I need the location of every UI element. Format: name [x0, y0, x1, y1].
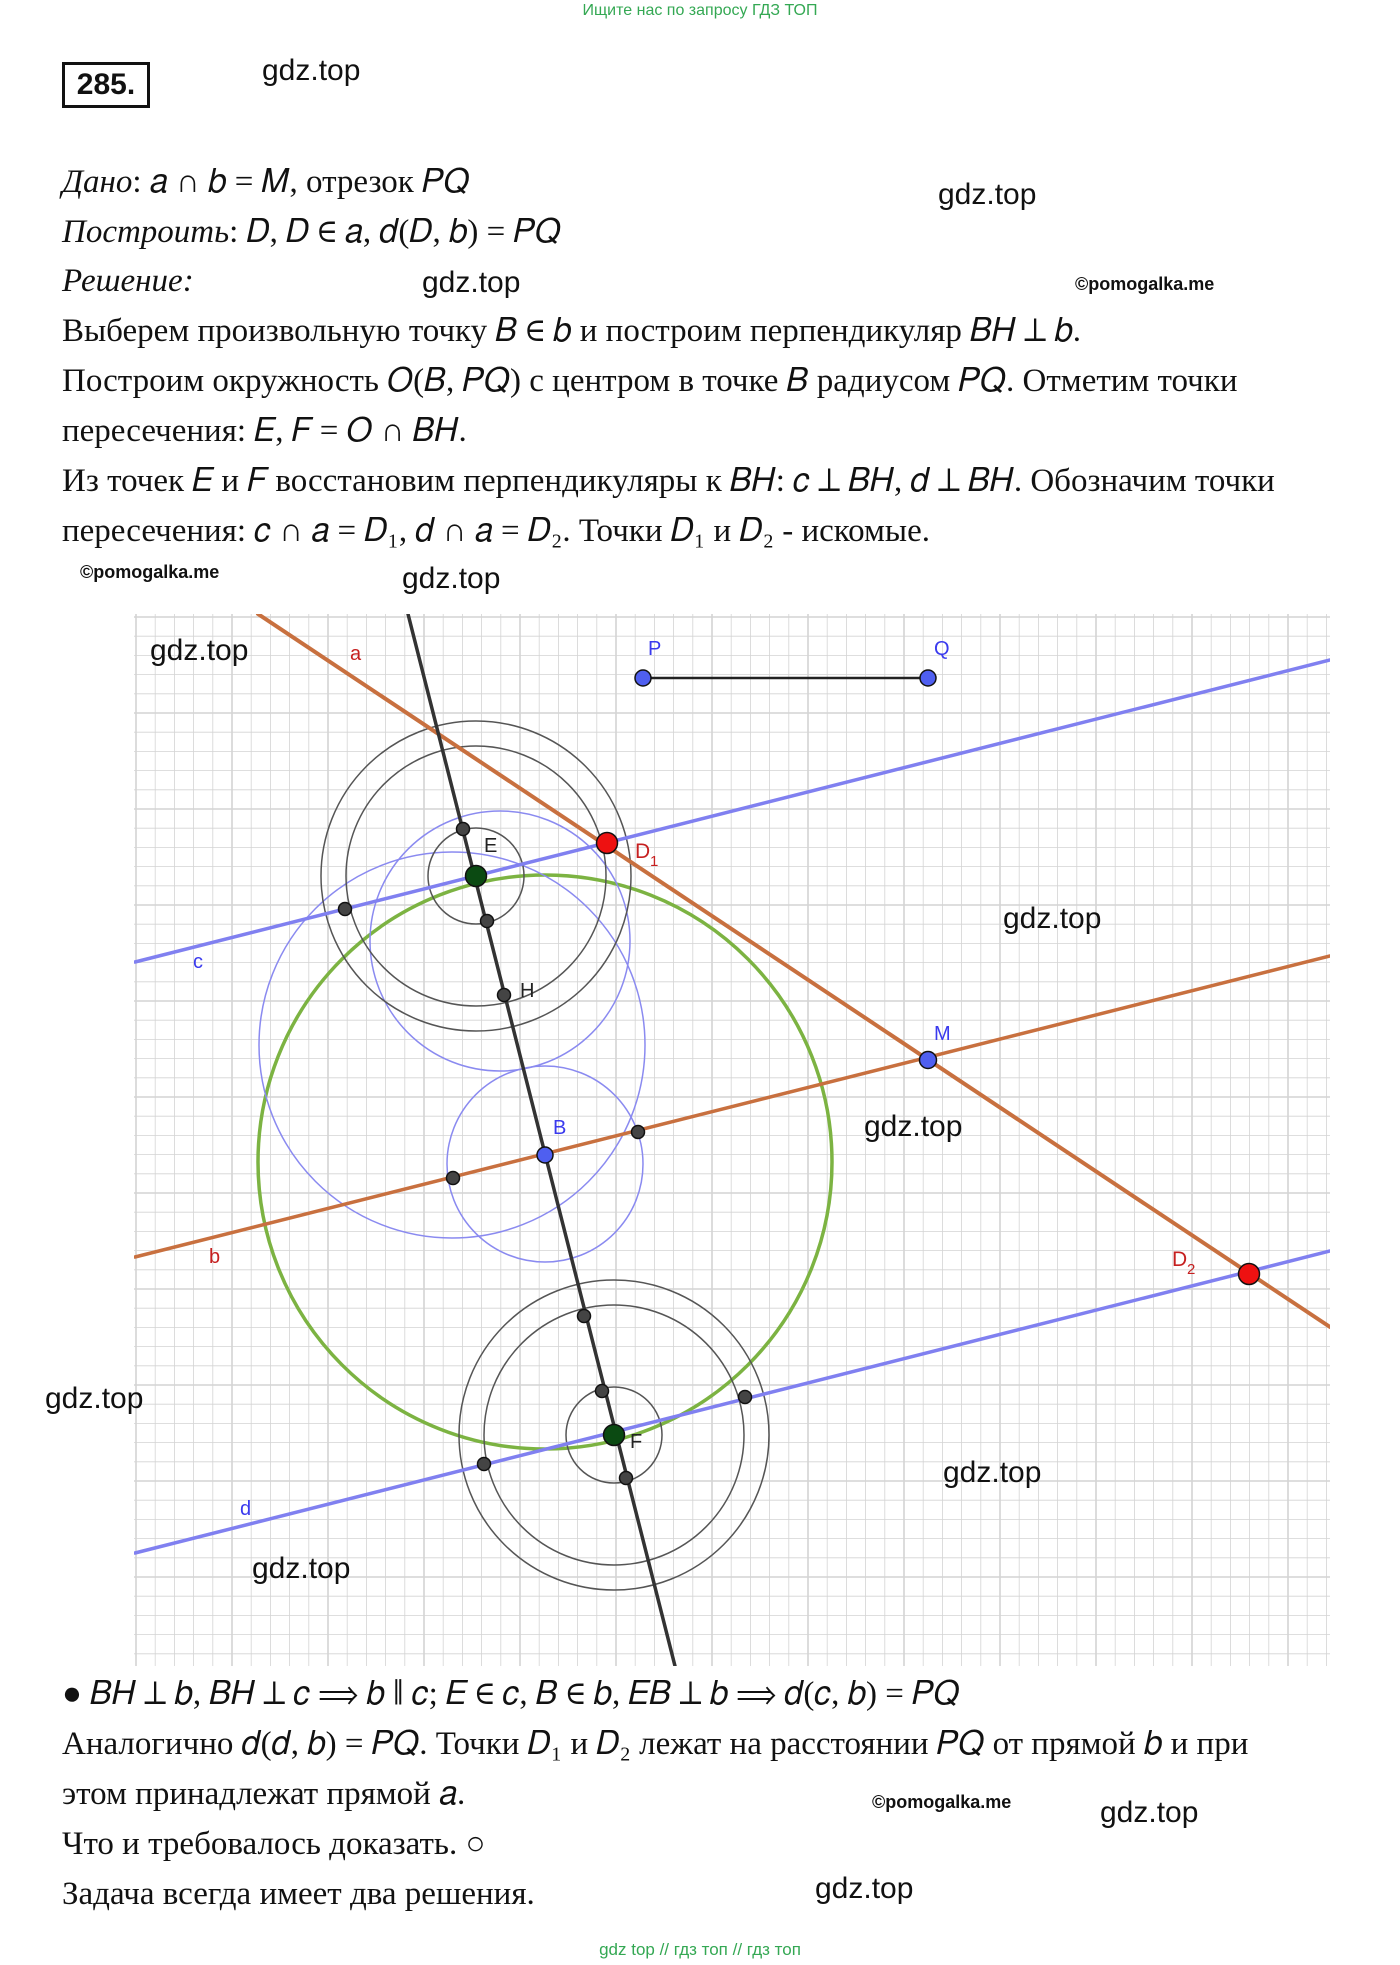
label-c: c	[193, 951, 203, 973]
point-P	[635, 670, 651, 686]
construct-text: : 𝐷, 𝐷 ∈ 𝑎, 𝑑(𝐷, 𝑏) = 𝑃𝑄	[229, 214, 562, 250]
watermark: gdz.top	[1003, 902, 1102, 935]
proof-line: Аналогично 𝑑(𝑑, 𝑏) = 𝑃𝑄. Точки 𝐷₁ и 𝐷₂ лежат на расстоянии 𝑃𝑄 от прямой 𝑏 и при	[62, 1726, 1249, 1762]
point-D1	[597, 833, 618, 854]
point-Q	[920, 670, 936, 686]
given-text: : 𝑎 ∩ 𝑏 = 𝑀, отрезок 𝑃𝑄	[132, 164, 470, 200]
intersection-point	[620, 1472, 633, 1485]
line-d	[135, 1251, 1330, 1553]
line-c	[135, 660, 1330, 962]
label-H: H	[520, 980, 535, 1002]
task-number: 285.	[62, 62, 150, 108]
point-B	[537, 1147, 553, 1163]
given-label: Дано	[62, 164, 133, 200]
watermark: gdz.top	[938, 178, 1037, 211]
intersection-point	[447, 1172, 460, 1185]
label-Q: Q	[934, 638, 950, 660]
solution-line: Из точек 𝐸 и 𝐹 восстановим перпендикуляры к 𝐵𝐻: 𝑐 ⊥ 𝐵𝐻, 𝑑 ⊥ 𝐵𝐻. Обозначим точки	[62, 463, 1275, 499]
solution-line: пересечения: 𝑐 ∩ 𝑎 = 𝐷₁, 𝑑 ∩ 𝑎 = 𝐷₂. Точки 𝐷₁ и 𝐷₂ - искомые.	[62, 513, 930, 549]
blue-circle	[447, 1066, 643, 1262]
intersection-point	[478, 1458, 491, 1471]
intersection-point	[339, 903, 352, 916]
intersection-point	[457, 823, 470, 836]
watermark-pomogalka: ©pomogalka.me	[80, 562, 220, 582]
label-M: M	[934, 1023, 951, 1045]
watermark: gdz.top	[943, 1456, 1042, 1489]
watermark: gdz.top	[45, 1382, 144, 1415]
intersection-point	[481, 915, 494, 928]
proof-line: Что и требовалось доказать. ○	[62, 1826, 486, 1862]
watermark: gdz.top	[150, 634, 249, 667]
bottom-links[interactable]: gdz top // гдз топ // гдз топ	[599, 1940, 801, 1959]
label-P: P	[648, 638, 662, 660]
watermark-pomogalka: ©pomogalka.me	[1075, 274, 1215, 294]
watermark: gdz.top	[815, 1872, 914, 1905]
label-d: d	[240, 1498, 252, 1520]
watermark: gdz.top	[262, 54, 361, 87]
blue-circle	[370, 811, 630, 1071]
point-M	[920, 1052, 937, 1069]
label-E: E	[484, 835, 498, 857]
point-F	[604, 1425, 625, 1446]
label-F: F	[630, 1431, 643, 1453]
top-banner[interactable]: Ищите нас по запросу ГДЗ ТОП	[582, 2, 818, 19]
label-D2-sub: 2	[1187, 1261, 1196, 1278]
point-E	[466, 866, 487, 887]
label-B: B	[553, 1117, 567, 1139]
label-b: b	[209, 1246, 221, 1268]
solution-label: Решение:	[62, 263, 194, 299]
intersection-point	[578, 1310, 591, 1323]
solution-line: Построим окружность 𝑂(𝐵, 𝑃𝑄) с центром в точке 𝐵 радиусом 𝑃𝑄. Отметим точки	[62, 363, 1238, 399]
proof-line: ● 𝐵𝐻 ⊥ 𝑏, 𝐵𝐻 ⊥ 𝑐 ⟹ 𝑏 ∥ 𝑐; 𝐸 ∈ 𝑐, 𝐵 ∈ 𝑏, 𝐸𝐵 ⊥ 𝑏 ⟹ 𝑑(𝑐, 𝑏) = 𝑃𝑄	[62, 1676, 960, 1712]
watermark-pomogalka: ©pomogalka.me	[872, 1792, 1012, 1812]
label-a: a	[350, 643, 362, 665]
intersection-point	[596, 1385, 609, 1398]
construct-label: Построить	[62, 214, 230, 250]
label-D1-sub: 1	[650, 853, 659, 870]
watermark: gdz.top	[402, 562, 501, 595]
watermark: gdz.top	[422, 266, 521, 299]
label-D2: D	[1172, 1248, 1188, 1271]
solution-line: пересечения: 𝐸, 𝐹 = 𝑂 ∩ 𝐵𝐻.	[62, 413, 467, 449]
watermark: gdz.top	[252, 1552, 351, 1585]
proof-line: этом принадлежат прямой 𝑎.	[62, 1776, 466, 1812]
intersection-point	[632, 1126, 645, 1139]
label-D1: D	[635, 840, 651, 863]
watermark: gdz.top	[1100, 1796, 1199, 1829]
watermark: gdz.top	[864, 1110, 963, 1143]
solution-line: Выберем произвольную точку 𝐵 ∈ 𝑏 и построим перпендикуляр 𝐵𝐻 ⊥ 𝑏.	[62, 313, 1082, 349]
point-D2	[1239, 1264, 1260, 1285]
intersection-point	[498, 989, 511, 1002]
line-a	[258, 614, 1330, 1327]
proof-line: Задача всегда имеет два решения.	[62, 1876, 535, 1912]
intersection-point	[739, 1391, 752, 1404]
